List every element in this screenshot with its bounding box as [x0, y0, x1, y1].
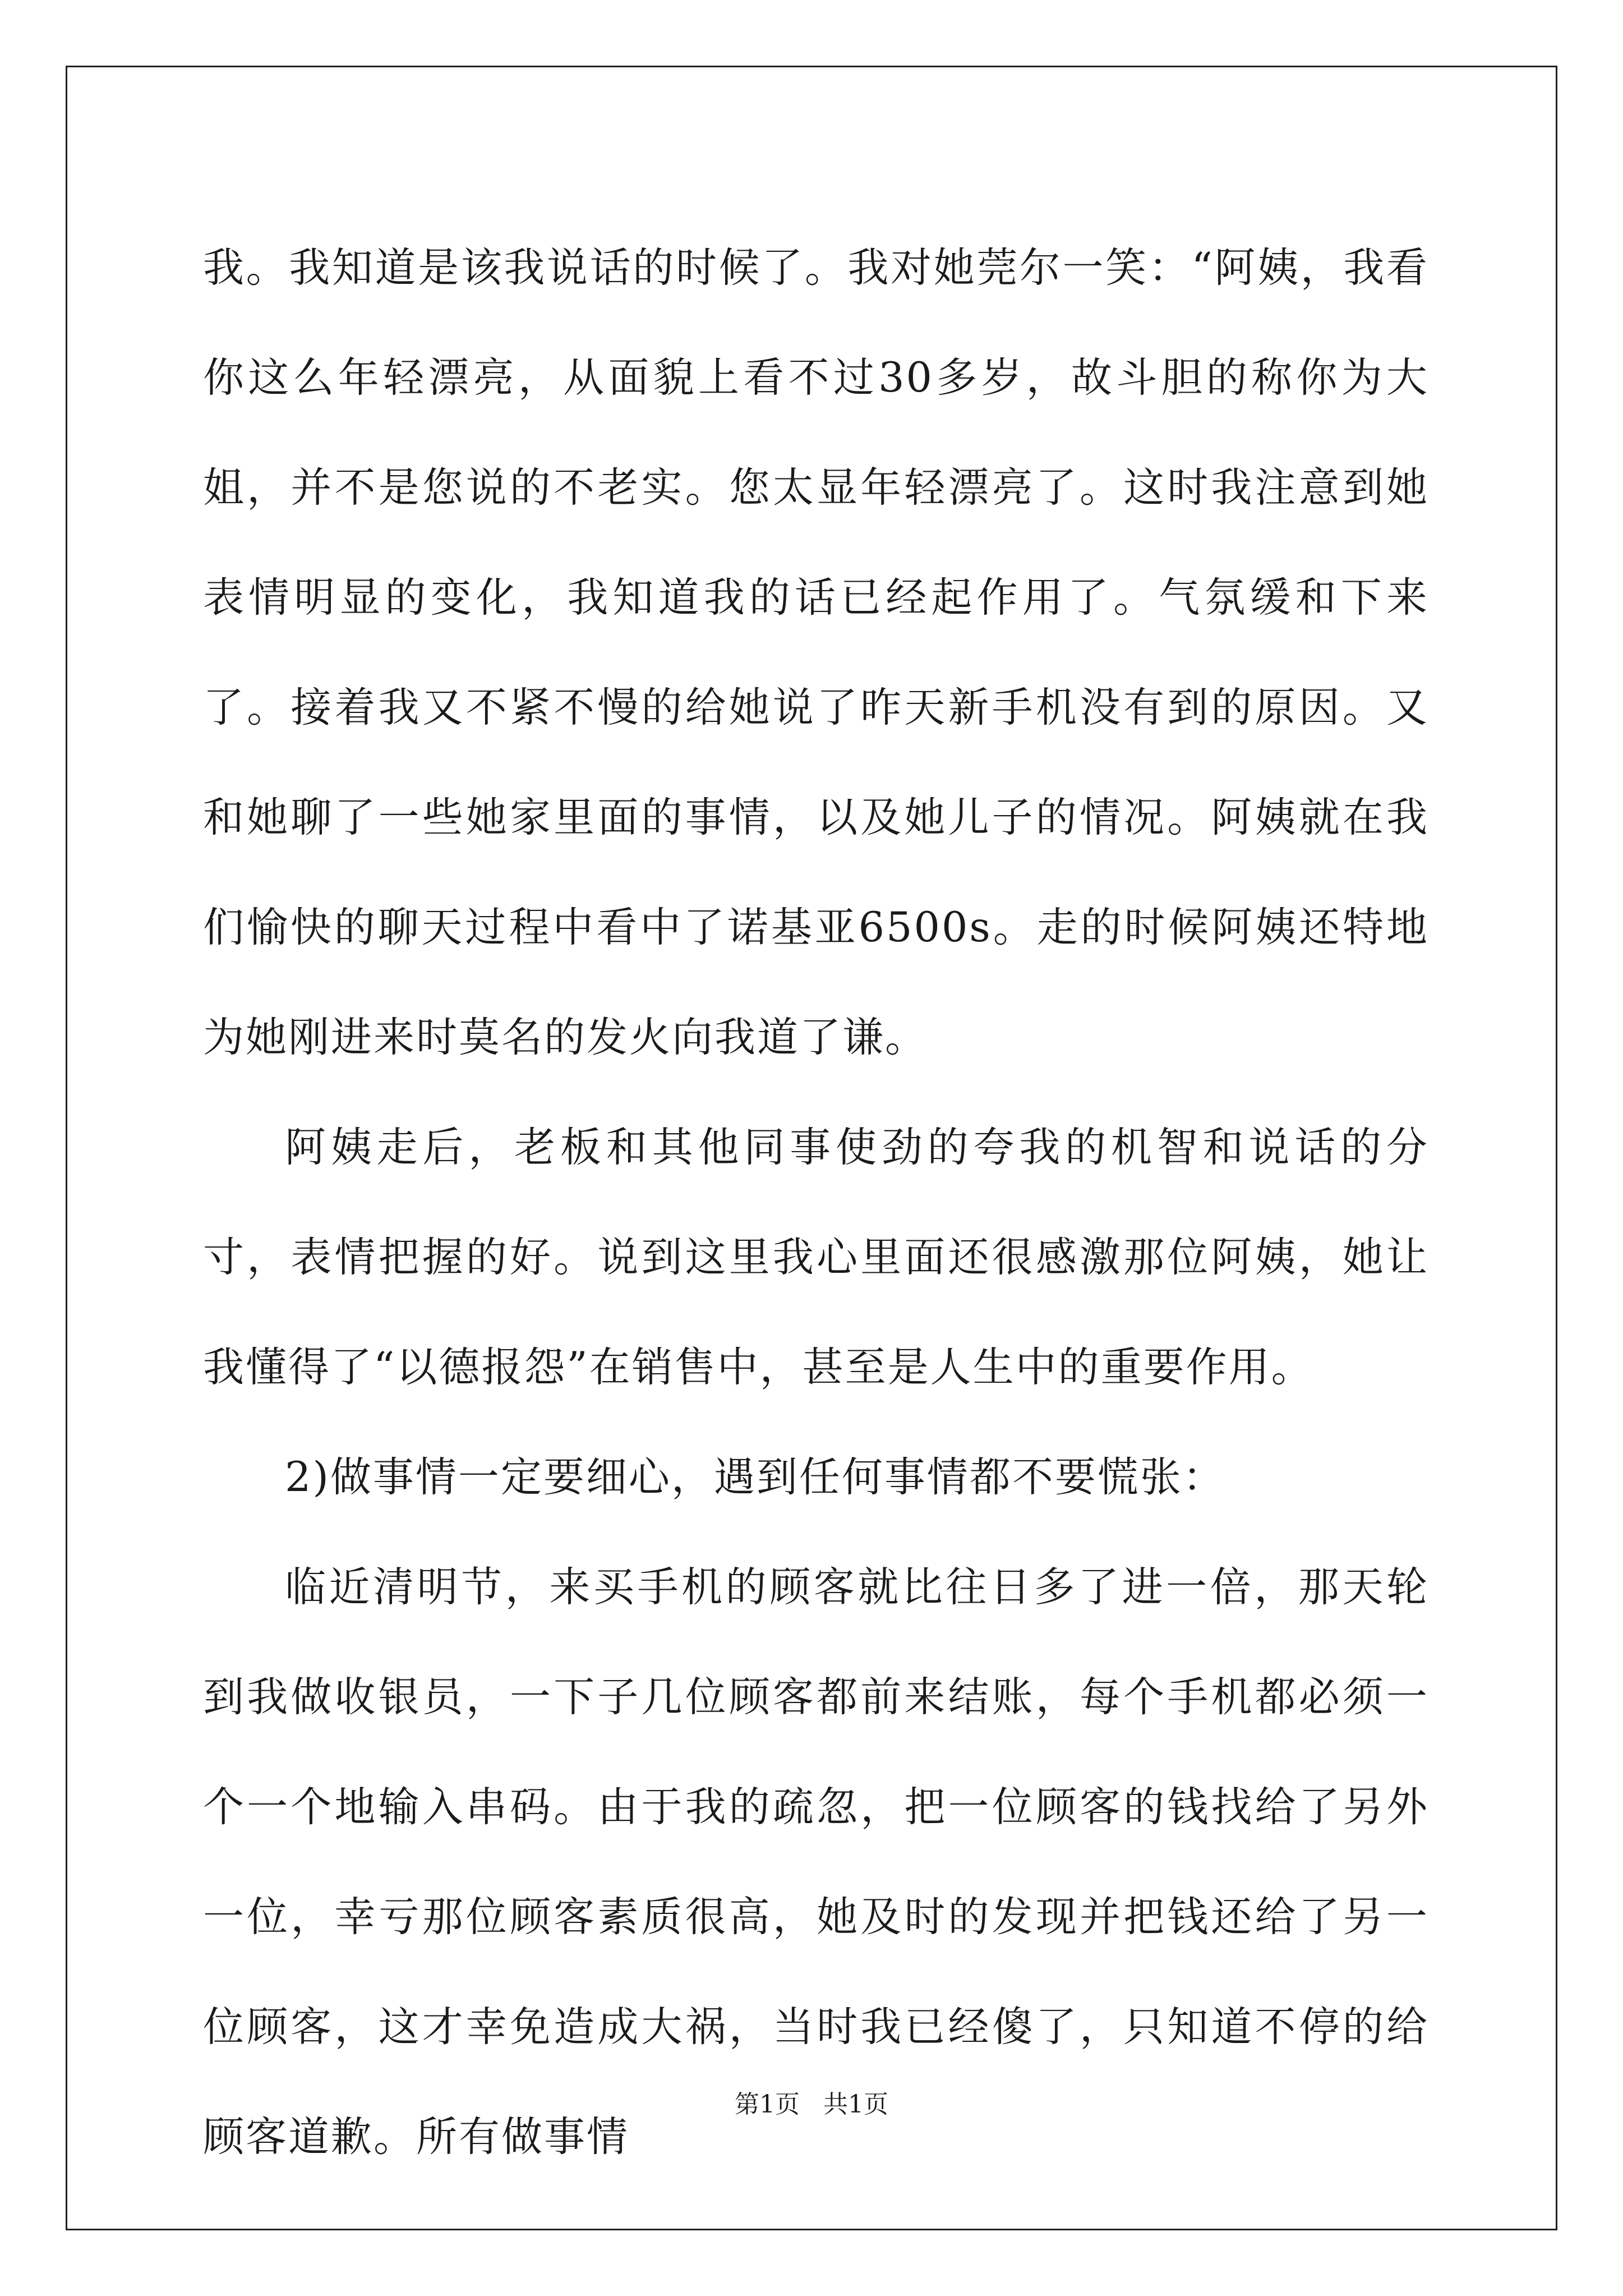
paragraph-4: 临近清明节，来买手机的顾客就比往日多了进一倍，那天轮到我做收银员，一下子几位顾客都前来结账，每个手机都必须一个一个地输入串码。由于我的疏忽，把一位顾客的钱找给了另外一位，幸亏那位顾客素质很高，她及时的发现并把钱还给了另一位顾客，这才幸免造成大祸，当时我已经傻了，只知道不停的给顾客道歉。所有做事情	[203, 1563, 1429, 2161]
paragraph-1: 我。我知道是该我说话的时候了。我对她莞尔一笑：“阿姨，我看你这么年轻漂亮，从面貌上看不过30多岁，故斗胆的称你为大姐，并不是您说的不老实。您太显年轻漂亮了。这时我注意到她表情明显的变化，我知道我的话已经起作用了。气氛缓和下来了。接着我又不紧不慢的给她说了昨天新手机没有到的原因。又和她聊了一些她家里面的事情，以及她儿子的情况。阿姨就在我们愉快的聊天过程中看中了诺基亚6500s。走的时候阿姨还特地为她刚进来时莫名的发火向我道了谦。	[203, 244, 1429, 1061]
page-total: 共1页	[823, 2090, 888, 2119]
paragraph-3: 2)做事情一定要细心，遇到任何事情都不要慌张：	[285, 1453, 1225, 1501]
page-footer	[0, 2084, 1623, 2120]
paragraph-2: 阿姨走后，老板和其他同事使劲的夸我的机智和说话的分寸，表情把握的好。说到这里我心里面还很感激那位阿姨，她让我懂得了“以德报怨”在销售中，甚至是人生中的重要作用。	[203, 1124, 1429, 1391]
document-body	[203, 213, 1429, 2192]
page-number: 第1页	[735, 2090, 800, 2119]
